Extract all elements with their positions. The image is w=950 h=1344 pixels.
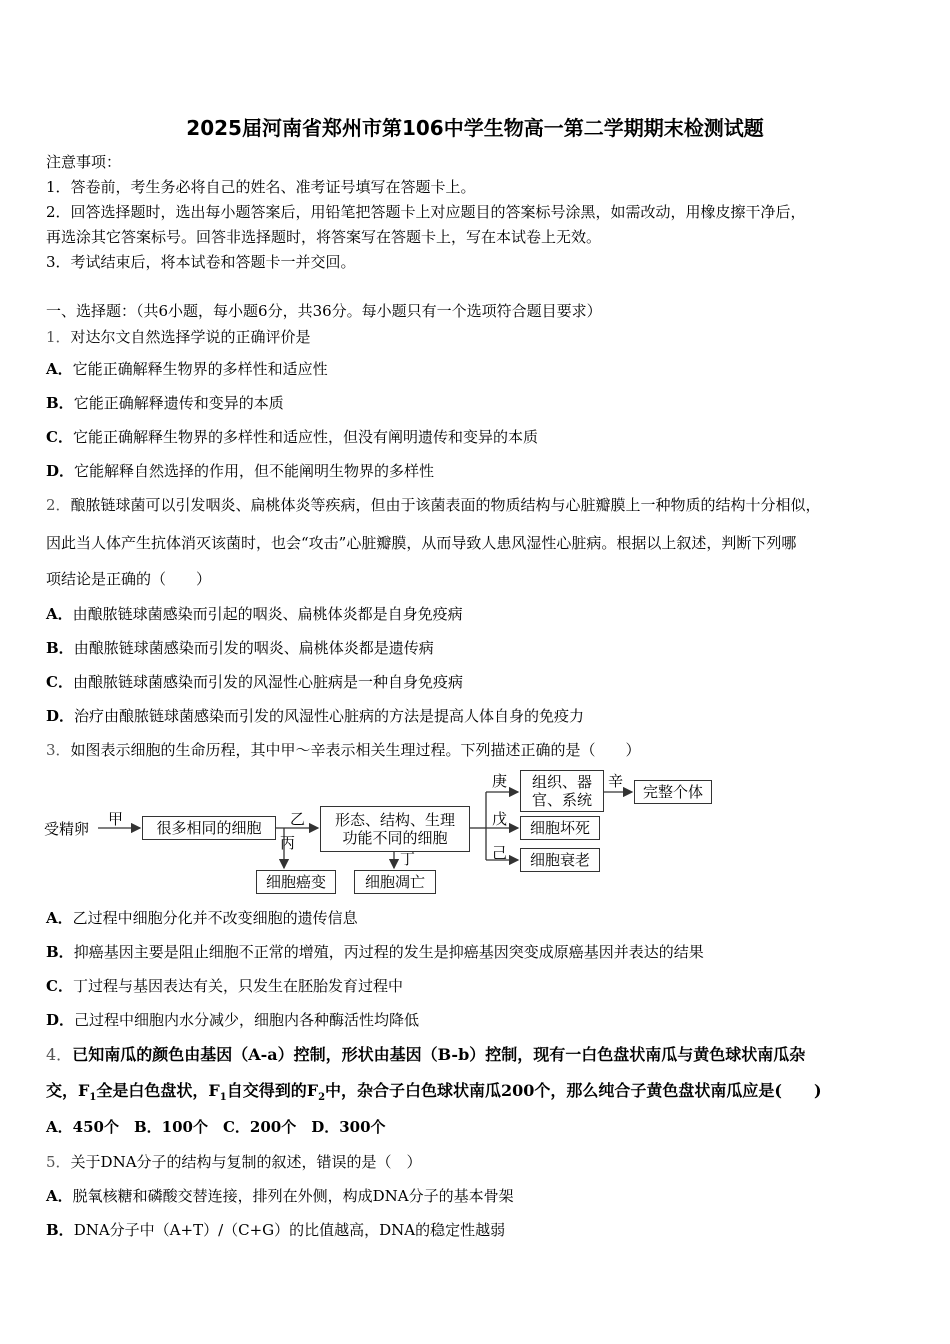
question-number: 2． — [46, 496, 71, 514]
cell-life-history-diagram — [44, 768, 744, 896]
label-process-geng: 庚 — [492, 772, 508, 790]
notice-item: 2．回答选择题时，选出每小题答案后，用铅笔把答题卡上对应题目的答案标号涂黑，如需改动，用橡皮擦干净后， — [46, 203, 806, 221]
option-c: C．它能正确解释生物界的多样性和适应性，但没有阐明遗传和变异的本质 — [46, 428, 538, 446]
notice-heading: 注意事项： — [46, 153, 122, 171]
option-a: A．脱氧核糖和磷酸交替连接，排列在外侧，构成DNA分子的基本骨架 — [46, 1187, 514, 1205]
option-b: B．由酿脓链球菌感染而引发的咽炎、扁桃体炎都是遗传病 — [46, 639, 434, 657]
box-cell-necrosis: 细胞坏死 — [520, 816, 600, 840]
box-differentiated-cells: 形态、结构、生理 功能不同的细胞 — [320, 806, 470, 852]
option-c: C．由酿脓链球菌感染而引发的风湿性心脏病是一种自身免疫病 — [46, 673, 463, 691]
label-process-yi: 乙 — [290, 810, 306, 828]
question-2-stem: 2．酿脓链球菌可以引发咽炎、扁桃体炎等疾病，但由于该菌表面的物质结构与心脏瓣膜上一种物质的结构十分相似， — [46, 496, 821, 514]
option-a: A．由酿脓链球菌感染而引起的咽炎、扁桃体炎都是自身免疫病 — [46, 605, 463, 623]
question-number: 3． — [46, 741, 71, 759]
label-process-xin: 辛 — [608, 772, 624, 790]
question-2-stem-cont: 因此当人体产生抗体消灭该菌时，也会“攻击”心脏瓣膜，从而导致人患风湿性心脏病。根据以上叙述，判断下列哪 — [46, 534, 797, 552]
option-a: A．它能正确解释生物界的多样性和适应性 — [46, 360, 328, 378]
option-d: D．治疗由酿脓链球菌感染而引发的风湿性心脏病的方法是提高人体自身的免疫力 — [46, 707, 585, 725]
option-b: B．抑癌基因主要是阻止细胞不正常的增殖，丙过程的发生是抑癌基因突变成原癌基因并表达的结果 — [46, 943, 704, 961]
label-fertilized-egg: 受精卵 — [44, 820, 90, 838]
question-1-stem: 1．对达尔文自然选择学说的正确评价是 — [46, 328, 311, 346]
option-b: B．它能正确解释遗传和变异的本质 — [46, 394, 284, 412]
question-4-stem: 4．已知南瓜的颜色由基因（A-a）控制，形状由基因（B-b）控制，现有一白色盘状南瓜与黄色球状南瓜杂 — [46, 1045, 806, 1064]
question-number: 5． — [46, 1153, 71, 1171]
question-4-stem-cont: 交，$F_1$全是白色盘状，$F_1$自交得到的$F_2$中，杂合子白色球状南瓜200个，那么纯合子黄色盘状南瓜应是( ) — [46, 1081, 822, 1104]
label-process-ji: 己 — [492, 844, 508, 862]
box-cell-cancer: 细胞癌变 — [256, 870, 336, 894]
option-c: C．丁过程与基因表达有关，只发生在胚胎发育过程中 — [46, 977, 403, 995]
label-process-bing: 丙 — [280, 834, 296, 852]
question-number: 4． — [46, 1045, 73, 1064]
question-number: 1． — [46, 328, 71, 346]
question-4-options: A．450个 B．100个 C．200个 D．300个 — [46, 1118, 386, 1136]
option-d: D．己过程中细胞内水分减少，细胞内各种酶活性均降低 — [46, 1011, 420, 1029]
question-3-stem: 3．如图表示细胞的生命历程，其中甲～辛表示相关生理过程。下列描述正确的是（ ） — [46, 741, 641, 759]
question-5-stem: 5．关于DNA分子的结构与复制的叙述，错误的是（ ） — [46, 1153, 422, 1171]
option-a: A．乙过程中细胞分化并不改变细胞的遗传信息 — [46, 909, 358, 927]
label-process-wu: 戊 — [492, 810, 508, 828]
box-cell-apoptosis: 细胞凋亡 — [354, 870, 436, 894]
box-whole-individual: 完整个体 — [634, 780, 712, 804]
label-process-jia: 甲 — [108, 810, 124, 828]
notice-item: 1．答卷前，考生务必将自己的姓名、准考证号填写在答题卡上。 — [46, 178, 476, 196]
label-process-ding: 丁 — [400, 850, 416, 868]
section-heading: 一、选择题：（共6小题，每小题6分，共36分。每小题只有一个选项符合题目要求） — [46, 302, 602, 320]
option-b: B．DNA分子中（A+T）/（C+G）的比值越高，DNA的稳定性越弱 — [46, 1221, 506, 1239]
question-2-stem-cont: 项结论是正确的（ ） — [46, 570, 212, 588]
box-tissue-organ-system: 组织、器 官、系统 — [520, 770, 604, 812]
box-identical-cells: 很多相同的细胞 — [142, 816, 276, 840]
box-cell-aging: 细胞衰老 — [520, 848, 600, 872]
notice-item: 3．考试结束后，将本试卷和答题卡一并交回。 — [46, 253, 356, 271]
page-title: 2025届河南省郑州市第106中学生物高一第二学期期末检测试题 — [186, 116, 764, 140]
notice-item: 再选涂其它答案标号。回答非选择题时，将答案写在答题卡上，写在本试卷上无效。 — [46, 228, 602, 246]
option-d: D．它能解释自然选择的作用，但不能阐明生物界的多样性 — [46, 462, 435, 480]
